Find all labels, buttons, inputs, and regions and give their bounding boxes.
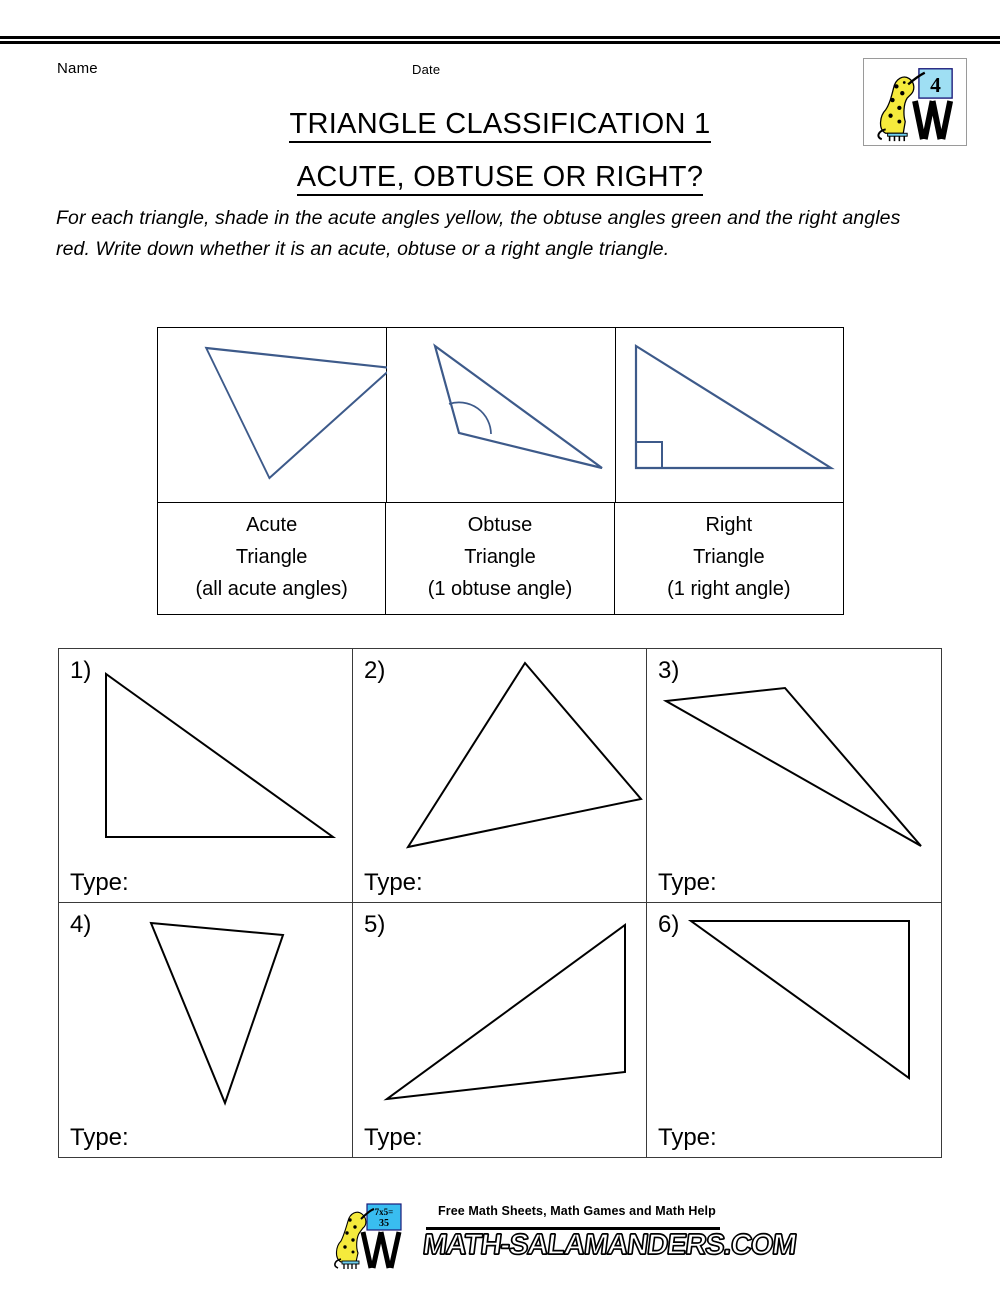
example-label-acute xyxy=(158,503,386,614)
exercise-number-2: 2) xyxy=(364,657,386,684)
page-title-line2 xyxy=(0,161,1000,194)
example-label-right-line3: (1 right angle) xyxy=(667,578,791,600)
date-field-label: Date xyxy=(412,62,441,77)
name-field-label: Name xyxy=(57,60,98,77)
exercise-type-label-2[interactable]: Type: xyxy=(364,869,423,896)
exercise-number-3: 3) xyxy=(658,657,680,684)
example-reference-table xyxy=(157,327,844,615)
obtuse-triangle-diagram xyxy=(387,328,616,502)
footer-math-salamander-logo-icon xyxy=(325,1200,425,1272)
footer-tagline: Free Math Sheets, Math Games and Math Help xyxy=(438,1204,716,1218)
header-rule-lower xyxy=(0,41,1000,44)
footer-domain-text[interactable]: MATH-SALAMANDERS.COM xyxy=(421,1229,798,1261)
example-label-obtuse-line2: Triangle xyxy=(464,546,536,568)
example-label-acute-line1: Acute xyxy=(246,514,298,536)
acute-triangle-outline xyxy=(206,348,387,478)
page-title-line1 xyxy=(0,108,1000,141)
triangle-outline xyxy=(691,921,909,1078)
example-label-obtuse-line3: (1 obtuse angle) xyxy=(427,578,573,600)
exercise-cell-3[interactable] xyxy=(647,649,941,903)
exercise-cell-6[interactable] xyxy=(647,903,941,1157)
page-title-line1-text: TRIANGLE CLASSIFICATION 1 xyxy=(289,108,710,143)
exercise-type-label-6[interactable]: Type: xyxy=(658,1124,717,1151)
exercise-type-label-4[interactable]: Type: xyxy=(70,1124,129,1151)
exercise-cell-5[interactable] xyxy=(353,903,647,1157)
exercise-triangle-3 xyxy=(647,649,941,903)
instructions-text: For each triangle, shade in the acute angles yellow, the obtuse angles green and the right angles red. Write down whether it is an acute, obtuse or a right angle triangle. xyxy=(56,207,901,260)
example-label-obtuse-line1: Obtuse xyxy=(467,514,533,536)
exercise-type-label-1[interactable]: Type: xyxy=(70,869,129,896)
exercise-number-4: 4) xyxy=(70,911,92,938)
example-label-right xyxy=(615,503,843,614)
badge-number: 4 xyxy=(930,73,941,98)
example-label-right-line2: Triangle xyxy=(693,546,765,568)
triangle-outline xyxy=(387,925,625,1099)
example-shapes-row xyxy=(158,328,843,502)
footer-branding xyxy=(325,1196,798,1272)
example-labels-row xyxy=(158,502,843,614)
example-label-obtuse xyxy=(386,503,614,614)
exercise-triangle-1 xyxy=(59,649,353,903)
right-triangle-outline xyxy=(636,346,831,468)
exercise-type-label-3[interactable]: Type: xyxy=(658,869,717,896)
example-cell-acute-shape xyxy=(158,328,387,502)
triangle-outline xyxy=(408,663,641,847)
exercise-cell-2[interactable] xyxy=(353,649,647,903)
acute-triangle-diagram xyxy=(158,328,387,502)
exercise-type-label-5[interactable]: Type: xyxy=(364,1124,423,1151)
exercise-number-6: 6) xyxy=(658,911,680,938)
triangle-outline xyxy=(106,674,333,837)
exercise-grid xyxy=(58,648,942,1158)
exercise-triangle-5 xyxy=(353,903,647,1157)
exercise-triangle-4 xyxy=(59,903,353,1157)
right-angle-square-icon xyxy=(636,442,662,468)
header-rule-upper xyxy=(0,36,1000,39)
triangle-outline xyxy=(151,923,283,1103)
exercise-triangle-6 xyxy=(647,903,941,1157)
example-label-acute-line2: Triangle xyxy=(235,546,308,568)
exercise-number-1: 1) xyxy=(70,657,92,684)
exercise-number-5: 5) xyxy=(364,911,386,938)
example-label-acute-line3: (all acute angles) xyxy=(195,578,348,600)
exercise-triangle-2 xyxy=(353,649,647,903)
exercise-cell-4[interactable] xyxy=(59,903,353,1157)
page-title-line2-text: ACUTE, OBTUSE OR RIGHT? xyxy=(297,161,704,196)
right-triangle-diagram xyxy=(616,328,845,502)
obtuse-triangle-outline xyxy=(435,346,602,468)
triangle-outline xyxy=(666,688,921,846)
example-label-right-line1: Right xyxy=(705,514,753,536)
example-cell-right-shape xyxy=(616,328,845,502)
footer-board-line1: 7x5= xyxy=(374,1207,394,1217)
exercise-cell-1[interactable] xyxy=(59,649,353,903)
example-cell-obtuse-shape xyxy=(387,328,616,502)
footer-board-line2: 35 xyxy=(379,1218,389,1229)
